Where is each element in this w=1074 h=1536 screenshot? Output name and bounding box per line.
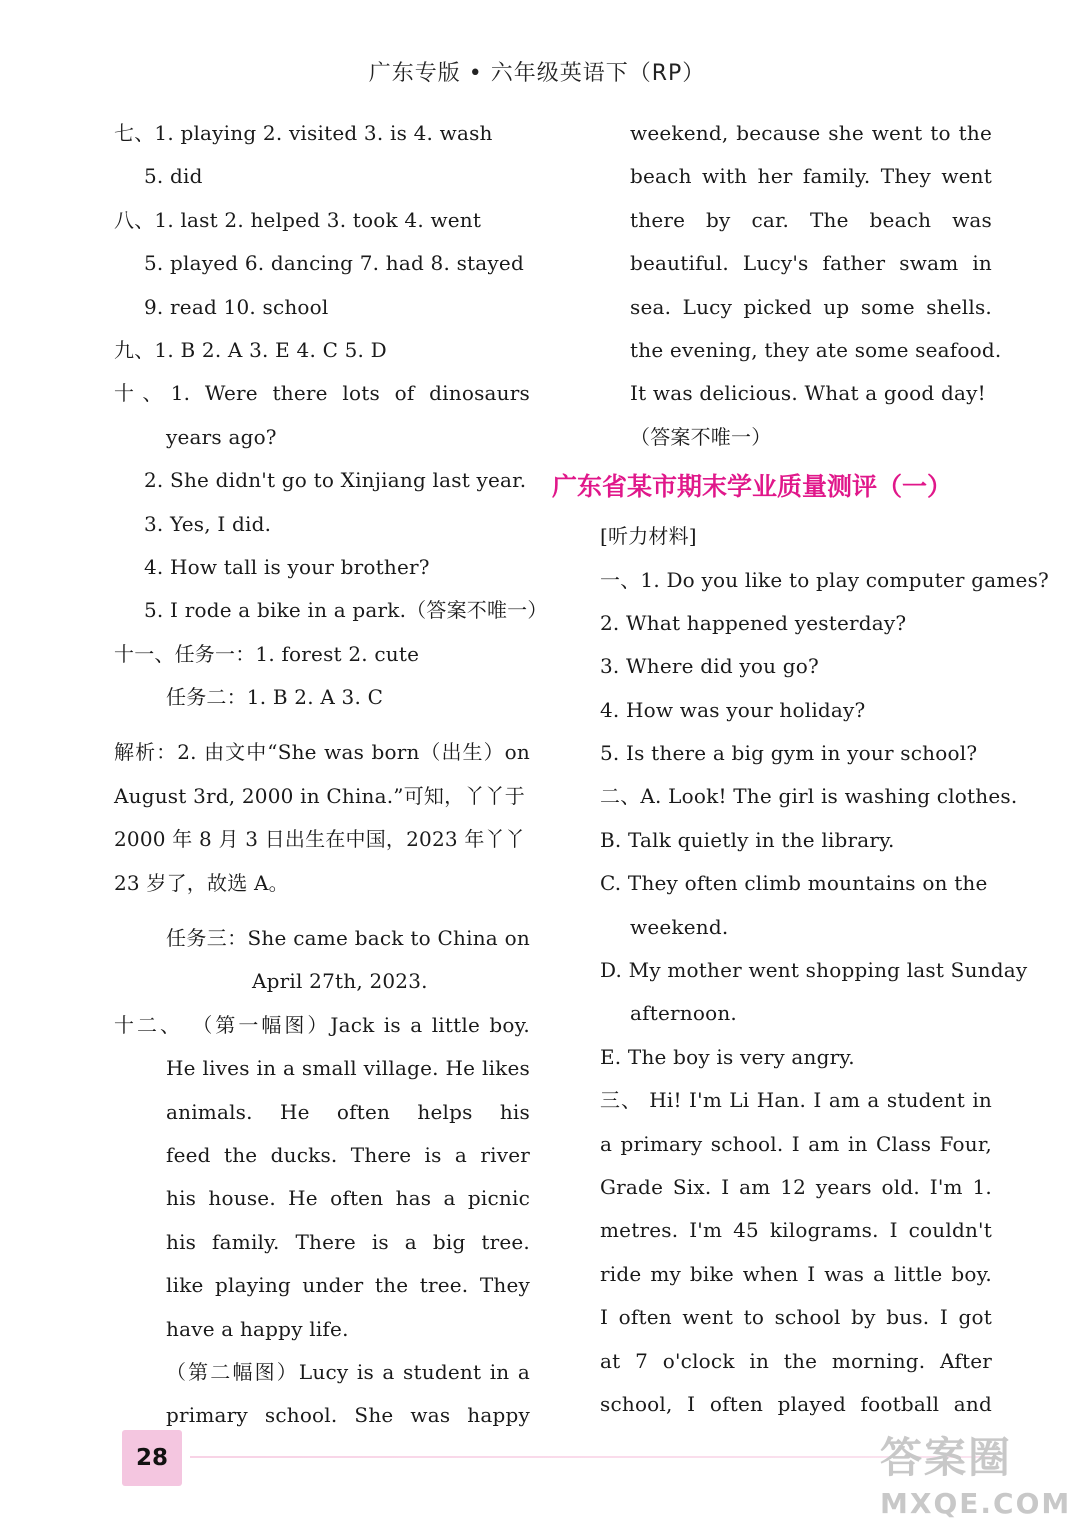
text-line: have a happy life. [166, 1316, 349, 1341]
listening-material [600, 515, 1049, 1426]
text-line: 八、1. last 2. helped 3. took 4. went [114, 207, 482, 232]
text-line: beautiful. Lucy's father swam in [630, 251, 992, 276]
text-line: （答案不唯一） [630, 424, 772, 449]
watermark-url: MXQE.COM [880, 1487, 1072, 1520]
text-line: the evening, they ate some seafood. [630, 337, 1002, 362]
text-line: at 7 o'clock in the morning. After [600, 1348, 992, 1373]
text-line: 任务二：1. B 2. A 3. C [166, 685, 384, 710]
text-line: 23 岁了，故选 A。 [114, 870, 289, 895]
text-line: weekend, because she went to the [630, 121, 992, 145]
watermark-text: 答案圈 [880, 1433, 1013, 1482]
spacer [114, 719, 530, 731]
text-line: 二、A. Look! The girl is washing clothes. [600, 784, 1018, 809]
text-line: 2000 年 8 月 3 日出生在中国，2023 年丫丫 [114, 827, 525, 852]
text-line: feed the ducks. There is a river [166, 1142, 530, 1167]
text-line: there by car. The beach was [630, 207, 992, 232]
text-line: school, I often played football and [600, 1391, 992, 1416]
text-line: D. My mother went shopping last Sunday [600, 958, 1028, 983]
text-line: 九、1. B 2. A 3. E 4. C 5. D [114, 337, 387, 362]
text-line: It was delicious. What a good day! [630, 381, 986, 406]
text-line: weekend. [630, 914, 729, 939]
answer-continuation [600, 112, 1002, 459]
text-line: 任务三：She came back to China on [166, 926, 530, 951]
text-line: He lives in a small village. He likes [166, 1056, 530, 1081]
text-line: Grade Six. I am 12 years old. I'm 1. [600, 1174, 992, 1199]
page-header: 广东专版 • 六年级英语下（RP） [368, 61, 706, 86]
text-line: like playing under the tree. They [166, 1273, 530, 1298]
text-line: 3. Yes, I did. [144, 511, 272, 536]
text-line: E. The boy is very angry. [600, 1044, 855, 1069]
text-line: B. Talk quietly in the library. [600, 827, 895, 852]
text-line: afternoon. [630, 1001, 737, 1026]
text-line: his house. He often has a picnic [166, 1186, 530, 1211]
text-line: a primary school. I am in Class Four, [600, 1131, 992, 1156]
text-line: 4. How tall is your brother? [144, 554, 430, 579]
text-line: 3. Where did you go? [600, 654, 819, 679]
text-line: 5. Is there a big gym in your school? [600, 741, 978, 766]
text-line: 9. read 10. school [144, 294, 329, 319]
text-line: 4. How was your holiday? [600, 697, 866, 722]
spacer [114, 905, 530, 917]
right-column [552, 112, 1049, 1426]
text-line: 5. played 6. dancing 7. had 8. stayed [144, 251, 524, 276]
left-column [114, 112, 548, 1438]
text-line: 解析：2. 由文中“She was born（出生）on [114, 740, 530, 765]
text-line: August 3rd, 2000 in China.”可知，丫丫于 [114, 783, 525, 808]
section-title: 广东省某市期末学业质量测评（一） [552, 472, 953, 502]
text-line: ride my bike when I was a little boy. [600, 1261, 992, 1286]
text-line: years ago? [166, 424, 277, 449]
text-line: animals. He often helps his [166, 1099, 530, 1124]
text-line: 一、1. Do you like to play computer games? [600, 567, 1049, 592]
text-line: C. They often climb mountains on the [600, 871, 988, 896]
page-number: 28 [122, 1430, 182, 1486]
text-line: [听力材料] [600, 524, 697, 549]
text-line: metres. I'm 45 kilograms. I couldn't [600, 1218, 992, 1243]
text-line: 5. I rode a bike in a park.（答案不唯一） [144, 598, 548, 623]
text-line: April 27th, 2023. [252, 969, 428, 994]
text-line: 十、1. Were there lots of dinosaurs [114, 381, 530, 406]
text-line: I often went to school by bus. I got [600, 1305, 992, 1330]
text-line: his family. There is a big tree. [166, 1229, 530, 1254]
text-line: 十二、 （第一幅图）Jack is a little boy. [114, 1012, 530, 1037]
text-line: beach with her family. They went [630, 164, 992, 189]
text-line: （第二幅图）Lucy is a student in a [166, 1359, 530, 1384]
text-line: 十一、任务一：1. forest 2. cute [114, 641, 420, 666]
text-line: 2. She didn't go to Xinjiang last year. [144, 468, 527, 493]
text-line: primary school. She was happy [166, 1403, 530, 1428]
watermark-logo [880, 1430, 1072, 1530]
text-line: 七、1. playing 2. visited 3. is 4. wash [114, 121, 493, 145]
footer-divider [190, 1456, 990, 1458]
text-line: 5. did [144, 164, 203, 189]
text-line: 2. What happened yesterday? [600, 610, 907, 635]
text-line: sea. Lucy picked up some shells. [630, 294, 992, 319]
text-line: 三、 Hi! I'm Li Han. I am a student in [600, 1088, 992, 1113]
